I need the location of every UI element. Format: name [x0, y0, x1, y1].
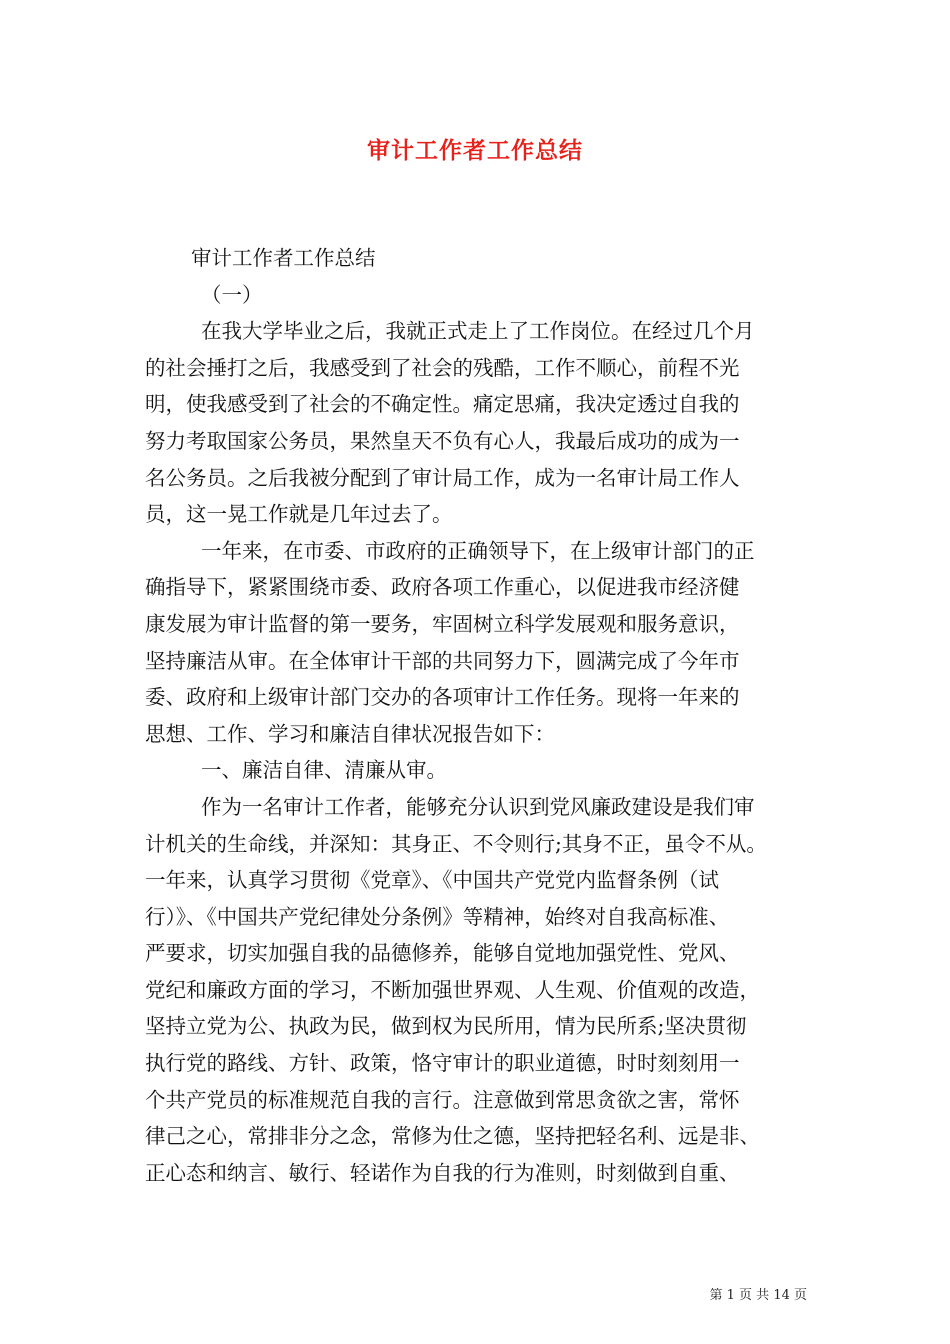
document-body [145, 240, 815, 1191]
paragraph-line: 坚持廉洁从审。在全体审计干部的共同努力下，圆满完成了今年市 [145, 648, 740, 673]
paragraph-line: 党纪和廉政方面的学习，不断加强世界观、人生观、价值观的改造， [145, 977, 760, 1002]
paragraph-line: 一年来，在市委、市政府的正确领导下，在上级审计部门的正 [201, 538, 755, 563]
document-title: 审计工作者工作总结 [367, 137, 583, 164]
paragraph-line: 康发展为审计监督的第一要务，牢固树立科学发展观和服务意识， [145, 611, 740, 636]
paragraph-line: 计机关的生命线，并深知：其身正、不令则行;其身不正，虽令不从。 [145, 831, 767, 856]
paragraph-line: 明，使我感受到了社会的不确定性。痛定思痛，我决定透过自我的 [145, 392, 740, 417]
paragraph-line: 员，这一晃工作就是几年过去了。 [145, 502, 453, 527]
body-heading: 审计工作者工作总结 [191, 246, 376, 270]
paragraph-line: 个共产党员的标准规范自我的言行。注意做到常思贪欲之害，常怀 [145, 1087, 740, 1112]
paragraph-line: 在我大学毕业之后，我就正式走上了工作岗位。在经过几个月 [201, 319, 755, 344]
section-heading: 一、廉洁自律、清廉从审。 [201, 758, 447, 783]
paragraph-line: 严要求，切实加强自我的品德修养，能够自觉地加强党性、党风、 [145, 941, 740, 966]
paragraph-line: 作为一名审计工作者，能够充分认识到党风廉政建设是我们审 [201, 794, 755, 819]
paragraph-line: 的社会捶打之后，我感受到了社会的残酷，工作不顺心，前程不光 [145, 355, 740, 380]
paragraph-line: 一年来，认真学习贯彻《党章》、《中国共产党党内监督条例（试 [145, 868, 719, 893]
paragraph-line: 坚持立党为公、执政为民，做到权为民所用，情为民所系;坚决贯彻 [145, 1014, 747, 1039]
paragraph-line: 确指导下，紧紧围绕市委、政府各项工作重心，以促进我市经济健 [145, 575, 740, 600]
section-number: （一） [201, 282, 263, 307]
paragraph-line: 名公务员。之后我被分配到了审计局工作，成为一名审计局工作人 [145, 465, 740, 490]
paragraph-line: 努力考取国家公务员，果然皇天不负有心人，我最后成功的成为一 [145, 428, 740, 453]
paragraph-line: 思想、工作、学习和廉洁自律状况报告如下： [145, 721, 555, 746]
paragraph-line: 执行党的路线、方针、政策，恪守审计的职业道德，时时刻刻用一 [145, 1051, 740, 1076]
paragraph-line: 行）》、《中国共产党纪律处分条例》等精神，始终对自我高标准、 [145, 904, 730, 929]
page-number-footer: 第 1 页 共 14 页 [709, 1288, 807, 1303]
paragraph-line: 正心态和纳言、敏行、轻诺作为自我的行为准则，时刻做到自重、 [145, 1160, 740, 1185]
paragraph-line: 律己之心，常排非分之念，常修为仕之德，坚持把轻名利、远是非、 [145, 1124, 760, 1149]
paragraph-line: 委、政府和上级审计部门交办的各项审计工作任务。现将一年来的 [145, 685, 740, 710]
